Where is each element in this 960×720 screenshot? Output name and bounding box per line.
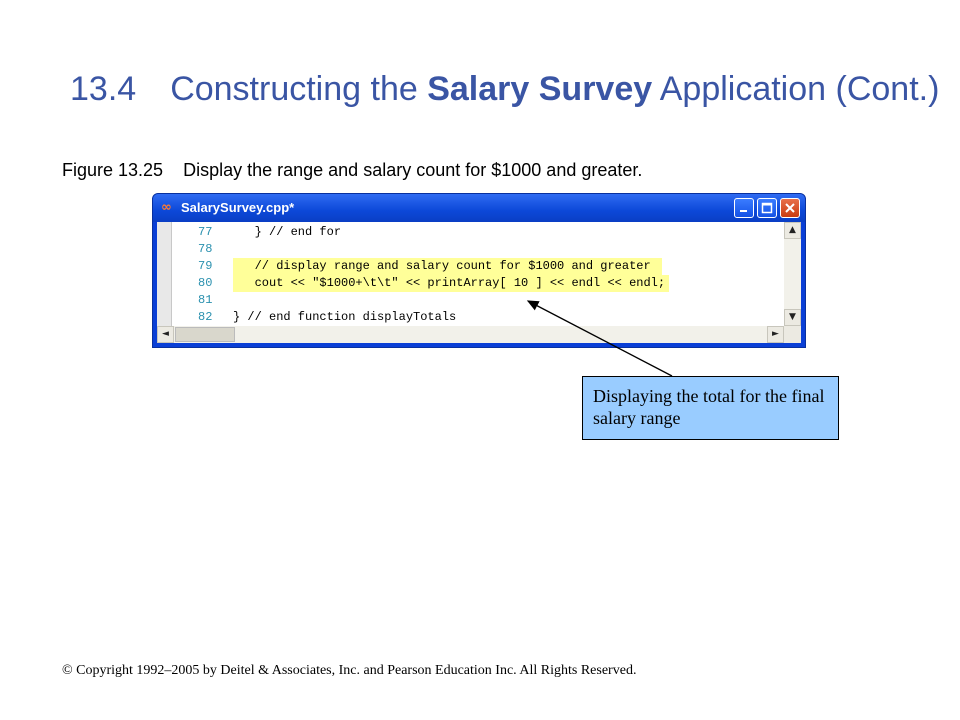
line-code-text: cout << "$1000+\t\t" << printArray[ 10 ] << endl << endl; (233, 276, 666, 290)
title-text-bold: Salary Survey (427, 70, 653, 108)
scroll-down-button[interactable]: ▼ (784, 309, 801, 326)
title-text-end: Application (Cont.) (652, 70, 940, 108)
line-code-text: } // end function displayTotals (233, 310, 457, 324)
callout-box: Displaying the total for the final salary range (582, 376, 839, 440)
section-number: 13.4 (70, 70, 137, 108)
window-title: SalarySurvey.cpp* (181, 200, 295, 215)
line-number: 78 (198, 242, 213, 256)
figure-caption-text: Display the range and salary count for $1000 and greater. (183, 160, 643, 180)
line-code-text: } // end for (233, 225, 342, 239)
line-number: 82 (198, 310, 213, 324)
visual-studio-icon: ∞ (161, 200, 172, 215)
scroll-left-button[interactable]: ◄ (157, 326, 174, 343)
line-code-text: // display range and salary count for $1000 and greater (233, 259, 658, 273)
title-text-start: Constructing the (170, 70, 428, 108)
line-number: 79 (198, 259, 213, 273)
scroll-right-button[interactable]: ► (767, 326, 784, 343)
line-number: 80 (198, 276, 213, 290)
line-number: 81 (198, 293, 213, 307)
scroll-up-button[interactable]: ▲ (784, 222, 801, 239)
figure-number: Figure 13.25 (62, 160, 164, 180)
copyright-footer: © Copyright 1992–2005 by Deitel & Associates, Inc. and Pearson Education Inc. All Rights Reserved. (62, 663, 637, 678)
line-number: 77 (198, 225, 213, 239)
